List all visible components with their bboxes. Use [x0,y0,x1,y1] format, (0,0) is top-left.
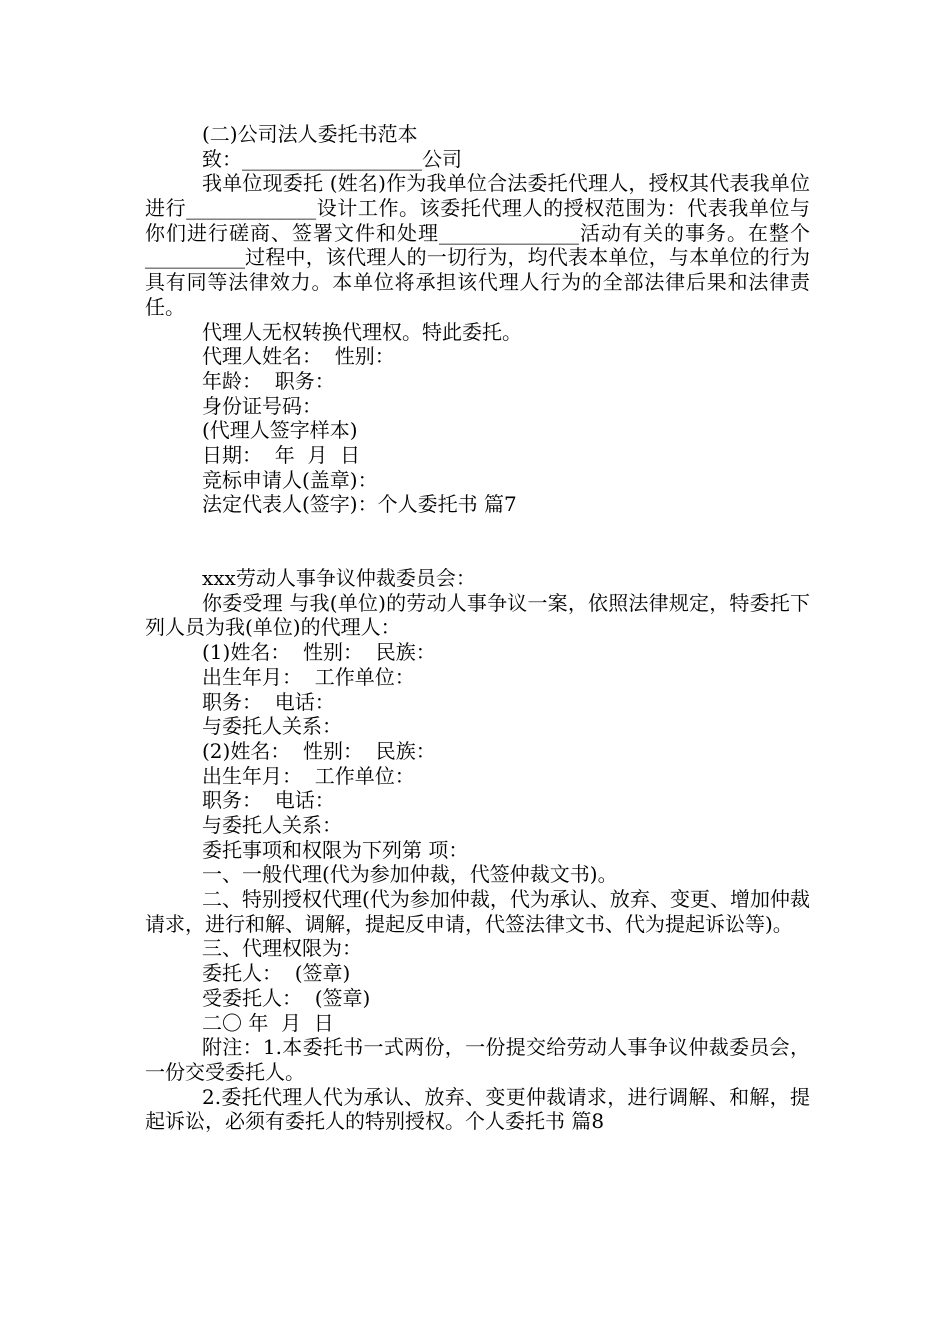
no-transfer-line: 代理人无权转换代理权。特此委托。 [202,319,522,344]
section-title: (二)公司法人委托书范本 [202,122,418,146]
agent-name-field: 代理人姓名： 性别： [202,344,395,369]
age-position-field: 年龄： 职务： [202,368,335,393]
general-agency-item: 一、一般代理(代为参加仲裁，代签仲裁文书)。 [202,862,618,887]
agency-limits-item: 三、代理权限为： [202,936,362,961]
arbitration-intro-paragraph: 你委受理 与我(单位)的劳动人事争议一案，依照法律规定，特委托下列人员为我(单位)的代理人： [145,590,810,640]
agent2-position-phone-field: 职务： 电话： [202,788,335,813]
agent1-relation-field: 与委托人关系： [202,714,342,739]
agent1-birth-work-field: 出生年月： 工作单位： [202,664,415,689]
authorization-paragraph: 我单位现委托 (姓名)作为我单位合法委托代理人，授权其代表我单位进行_____________设计工作。该委托代理人的授权范围为：代表我单位与你们进行磋商、签署文件和处理______________活动有关的事务。在整个__________过程中，该代理人的一切行为，均代表本单位，与本单位的行为具有同等法律效力。本单位将承担该代理人行为的全部法律后果和法律责任。 [145,171,810,319]
agent2-birth-work-field: 出生年月： 工作单位： [202,763,415,788]
note-paragraph-1: 附注：1.本委托书一式两份，一份提交给劳动人事争议仲裁委员会，一份交受委托人。 [145,1035,810,1084]
id-number-field: 身份证号码： [202,393,322,418]
signature-sample-field: (代理人签字样本) [202,418,358,443]
special-authorization-paragraph: 二、特别授权代理(代为参加仲裁，代为承认、放弃、变更、增加仲裁请求，进行和解、调解，提起反申请，代签法律文书、代为提起诉讼等)。 [145,887,810,936]
closing-date-field: 二〇 年 月 日 [202,1010,334,1035]
agent-seal-field: 受委托人： (签章) [202,985,371,1010]
applicant-seal-field: 竞标申请人(盖章)： [202,467,378,492]
document-page [145,122,810,1134]
agent2-name-field: (2)姓名： 性别： 民族： [202,738,436,763]
section-gap [145,517,810,566]
arbitration-addressee: xxx劳动人事争议仲裁委员会： [202,566,476,591]
principal-seal-field: 委托人： (签章) [202,961,351,986]
agent2-relation-field: 与委托人关系： [202,813,342,837]
agent1-position-phone-field: 职务： 电话： [202,689,335,714]
agent1-name-field: (1)姓名： 性别： 民族： [202,640,436,665]
date-field: 日期： 年 月 日 [202,443,361,468]
note-paragraph-2: 2.委托代理人代为承认、放弃、变更仲裁请求，进行调解、和解，提起诉讼，必须有委托人的特别授权。个人委托书 篇8 [145,1084,810,1134]
scope-intro-line: 委托事项和权限为下列第 项： [202,837,469,862]
legal-rep-signature-field: 法定代表人(签字)：个人委托书 篇7 [202,492,517,517]
addressee-line: 致：__________________公司 [202,146,462,171]
